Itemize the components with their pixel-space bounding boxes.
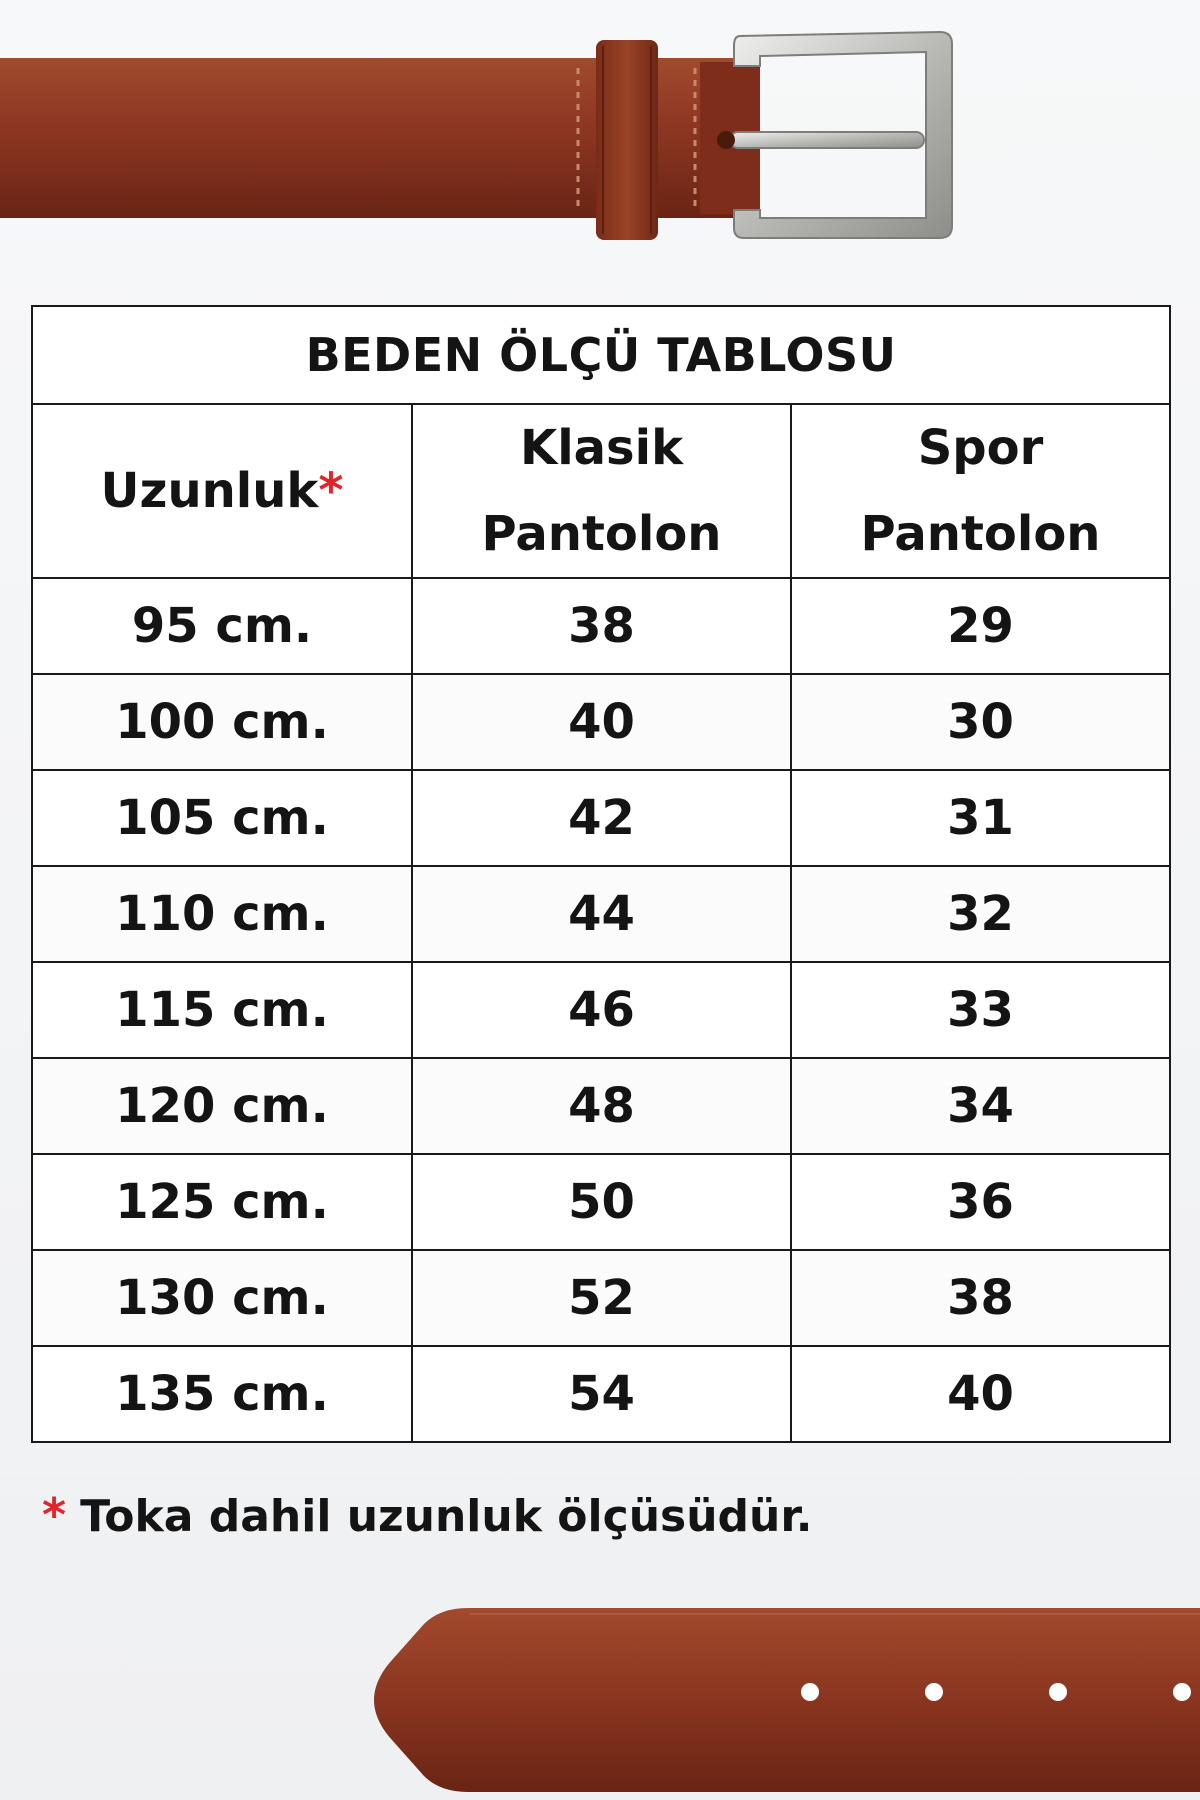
- belt-buckle-icon: [0, 0, 1200, 260]
- cell-length: 110 cm.: [32, 866, 412, 962]
- header-classic: [412, 404, 791, 578]
- cell-length: 130 cm.: [32, 1250, 412, 1346]
- footnote: [42, 1488, 813, 1542]
- cell-classic: 40: [412, 674, 791, 770]
- cell-sport: 29: [791, 578, 1170, 674]
- table-header-row: [32, 404, 1170, 578]
- cell-length: 135 cm.: [32, 1346, 412, 1442]
- cell-length: 100 cm.: [32, 674, 412, 770]
- table-row: [32, 578, 1170, 674]
- cell-sport: 30: [791, 674, 1170, 770]
- cell-classic: 38: [412, 578, 791, 674]
- table-row: [32, 866, 1170, 962]
- footnote-marker: *: [42, 1488, 67, 1542]
- table-row: [32, 962, 1170, 1058]
- cell-length: 115 cm.: [32, 962, 412, 1058]
- table-row: [32, 1154, 1170, 1250]
- header-length-marker: *: [318, 463, 344, 519]
- cell-length: 120 cm.: [32, 1058, 412, 1154]
- header-sport-line2: Pantolon: [860, 506, 1101, 562]
- table-row: [32, 674, 1170, 770]
- header-classic-line2: Pantolon: [481, 506, 722, 562]
- header-length: [32, 404, 412, 578]
- cell-classic: 44: [412, 866, 791, 962]
- cell-sport: 33: [791, 962, 1170, 1058]
- cell-sport: 38: [791, 1250, 1170, 1346]
- cell-sport: 40: [791, 1346, 1170, 1442]
- cell-length: 95 cm.: [32, 578, 412, 674]
- cell-sport: 32: [791, 866, 1170, 962]
- cell-classic: 52: [412, 1250, 791, 1346]
- cell-classic: 42: [412, 770, 791, 866]
- table-row: [32, 1250, 1170, 1346]
- header-classic-line1: Klasik: [520, 420, 683, 476]
- cell-classic: 46: [412, 962, 791, 1058]
- header-sport-line1: Spor: [917, 420, 1044, 476]
- belt-tip-icon: [0, 1600, 1200, 1800]
- cell-sport: 31: [791, 770, 1170, 866]
- table-row: [32, 1058, 1170, 1154]
- cell-classic: 48: [412, 1058, 791, 1154]
- cell-sport: 34: [791, 1058, 1170, 1154]
- table-row: [32, 1346, 1170, 1442]
- cell-sport: 36: [791, 1154, 1170, 1250]
- size-chart-table: [31, 305, 1171, 1443]
- table-title-row: [32, 306, 1170, 404]
- table-row: [32, 770, 1170, 866]
- cell-classic: 54: [412, 1346, 791, 1442]
- cell-length: 105 cm.: [32, 770, 412, 866]
- footnote-text: Toka dahil uzunluk ölçüsüdür.: [80, 1491, 813, 1542]
- header-length-label: Uzunluk: [100, 463, 319, 519]
- cell-classic: 50: [412, 1154, 791, 1250]
- cell-length: 125 cm.: [32, 1154, 412, 1250]
- table-title: BEDEN ÖLÇÜ TABLOSU: [32, 306, 1170, 404]
- header-sport: [791, 404, 1170, 578]
